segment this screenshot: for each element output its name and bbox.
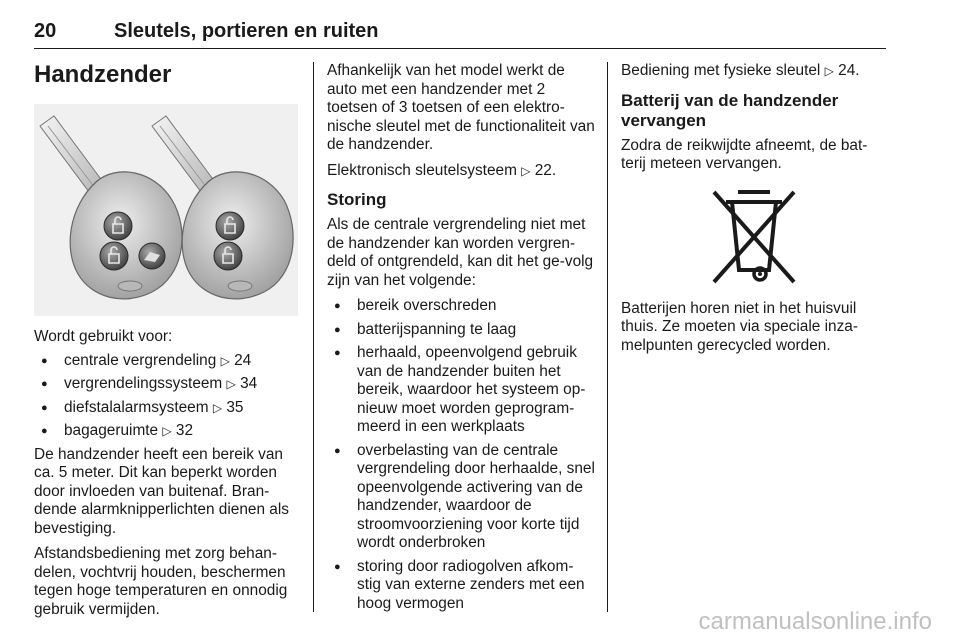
page-reference-arrow-icon: ▷ xyxy=(521,163,531,178)
chapter-title: Sleutels, portieren en ruiten xyxy=(114,20,379,42)
crossed-out-wheelie-bin-icon xyxy=(704,186,804,286)
model-paragraph: Afhankelijk van het model werkt de auto met een handzender met 2 toetsen of 3 toetsen of een elektro-nische sleutel met de functionaliteit van de handzender. xyxy=(327,62,595,153)
list-item: ● bagageruimte ▷ 32 xyxy=(34,422,300,441)
page-header xyxy=(34,20,886,49)
physical-key-paragraph: Bediening met fysieke sleutel ▷ 24. xyxy=(621,62,860,79)
page-ref-link[interactable]: ▷ 32 xyxy=(162,422,194,439)
fault-intro-paragraph: Als de centrale vergrendeling niet met de handzender kan worden vergren-deld of ontgrendeld, kan dit het ge-volg zijn van het volgende: xyxy=(327,216,594,289)
column-divider xyxy=(607,62,608,612)
list-item: ● centrale vergrendeling ▷ 24 xyxy=(34,352,300,371)
section-heading-storing: Storing xyxy=(327,190,387,209)
column-divider xyxy=(313,62,314,612)
care-paragraph: Afstandsbediening met zorg behan-delen, vochtvrij houden, beschermen tegen hoge temperaturen en onnodig gebruik vermijden. xyxy=(34,545,288,618)
page-number: 20 xyxy=(34,20,57,42)
usage-list xyxy=(34,352,300,441)
fault-causes-list xyxy=(327,297,595,613)
watermark: carmanualsonline.info xyxy=(698,608,932,635)
column-2 xyxy=(327,62,595,618)
list-item: ● vergrendelingssysteem ▷ 34 xyxy=(34,375,300,394)
page-ref-link[interactable]: ▷ 24. xyxy=(824,62,860,79)
electronic-key-paragraph: Elektronisch sleutelsysteem ▷ 22. xyxy=(327,161,557,179)
list-item: ● diefstalalarmsysteem ▷ 35 xyxy=(34,399,300,418)
page-reference-arrow-icon: ▷ xyxy=(162,424,172,438)
section-heading-handzender: Handzender xyxy=(34,61,172,88)
list-item: ● overbelasting van de centrale vergrendeling door herhaalde, snel opeenvolgende activering van de handzender, waardoor de stroomvoorziening voor korte tijd wordt onderbroken xyxy=(327,442,595,553)
battery-replace-paragraph: Zodra de reikwijdte afneemt, de bat-terij meteen vervangen. xyxy=(621,136,868,172)
list-item: ● herhaald, opeenvolgend gebruik van de handzender buiten het bereik, waardoor het systeem op-nieuw moet worden geprogram-meerd in een werkplaats xyxy=(327,344,595,437)
column-3 xyxy=(621,62,887,362)
page-ref-link[interactable]: ▷ 34 xyxy=(226,375,258,392)
page-reference-arrow-icon: ▷ xyxy=(220,353,230,368)
page-reference-arrow-icon: ▷ xyxy=(226,377,236,391)
page-ref-link[interactable]: ▷ 35 xyxy=(212,398,244,416)
page-reference-arrow-icon: ▷ xyxy=(824,64,834,78)
list-item: ● bereik overschreden xyxy=(327,297,595,316)
range-paragraph: De handzender heeft een bereik van ca. 5 meter. Dit kan beperkt worden door invloeden van buitenaf. Bran-dende alarmknipperlichten dienen als bevestiging. xyxy=(34,445,289,537)
page-ref-link[interactable]: ▷ 24 xyxy=(220,351,252,369)
list-item: ● batterijspanning te laag xyxy=(327,321,595,340)
column-1 xyxy=(34,62,300,626)
list-item: ● storing door radiogolven afkom-stig van externe zenders met een hoog vermogen xyxy=(327,558,595,614)
recycling-paragraph: Batterijen horen niet in het huisvuil thuis. Ze moeten via speciale inza-melpunten gerecycled worden. xyxy=(621,299,858,354)
used-for-label: Wordt gebruikt voor: xyxy=(34,328,173,345)
section-heading-battery: Batterij van de handzender vervangen xyxy=(621,90,839,130)
page-ref-link[interactable]: ▷ 22. xyxy=(521,161,557,179)
remote-key-fobs-illustration xyxy=(34,104,298,316)
page-reference-arrow-icon: ▷ xyxy=(212,400,223,415)
